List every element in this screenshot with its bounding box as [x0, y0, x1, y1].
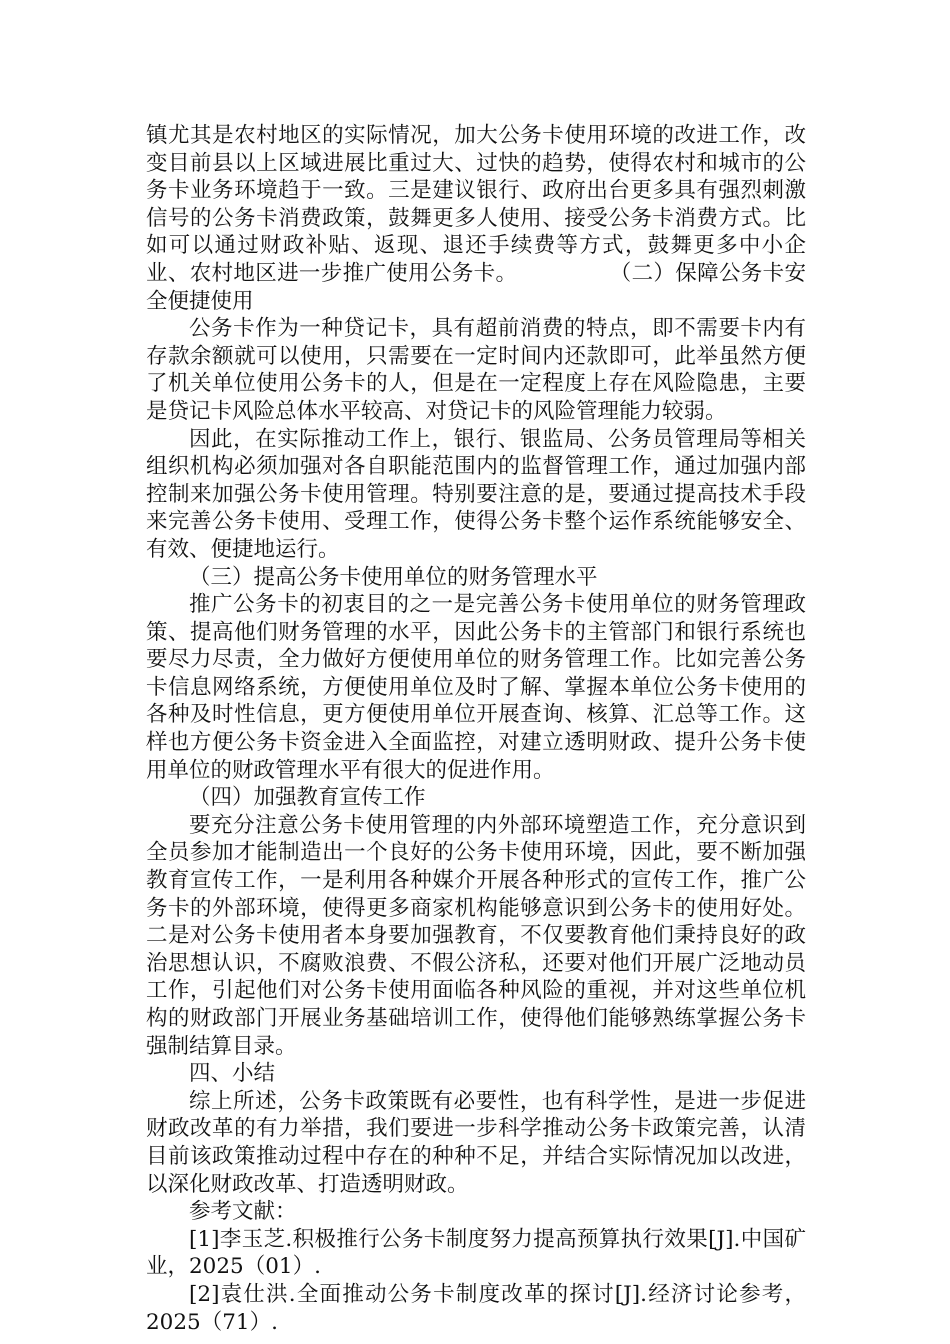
paragraph: 综上所述，公务卡政策既有必要性，也有科学性，是进一步促进财政改革的有力举措，我们要进一步科学推动公务卡政策完善，认清目前该政策推动过程中存在的种种不足，并结合实际情况加以改进，以深化财政改革、打造透明财政。	[146, 1088, 806, 1197]
section-heading: （四）加强教育宣传工作	[189, 785, 426, 811]
section-heading: （二）保障公务卡安全便捷使用	[146, 260, 806, 314]
paragraph-text: 镇尤其是农村地区的实际情况，加大公务卡使用环境的改进工作，改变目前县以上区域进展比重过大、过快的趋势，使得农村和城市的公务卡业务环境趋于一致。三是建议银行、政府出台更多具有强烈刺激信号的公务卡消费政策，鼓舞更多人使用、接受公务卡消费方式。比如可以通过财政补贴、返现、退还手续费等方式，鼓舞更多中小企业、农村地区进一步推广使用公务卡。	[146, 123, 806, 286]
paragraph	[146, 122, 806, 315]
paragraph: 因此，在实际推动工作上，银行、银监局、公务员管理局等相关组织机构必须加强对各自职能范围内的监督管理工作，通过加强内部控制来加强公务卡使用管理。特别要注意的是，要通过提高技术手段来完善公务卡使用、受理工作，使得公务卡整个运作系统能够安全、有效、便捷地运行。	[146, 426, 806, 562]
references-title: 参考文献：	[189, 1199, 297, 1225]
document-body	[146, 122, 806, 1336]
section-heading: （三）提高公务卡使用单位的财务管理水平	[189, 564, 598, 590]
paragraph: 推广公务卡的初衷目的之一是完善公务卡使用单位的财务管理政策、提高他们财务管理的水平，因此公务卡的主管部门和银行系统也要尽力尽责，全力做好方便使用单位的财务管理工作。比如完善公务卡信息网络系统，方便使用单位及时了解、掌握本单位公务卡使用的各种及时性信息，更方便使用单位开展查询、核算、汇总等工作。这样也方便公务卡资金进入全面监控，对建立透明财政、提升公务卡使用单位的财政管理水平有很大的促进作用。	[146, 592, 806, 783]
reference-item: [2]袁仕洪.全面推动公务卡制度改革的探讨[J].经济讨论参考，2025（71）.	[146, 1281, 806, 1335]
paragraph: 公务卡作为一种贷记卡，具有超前消费的特点，即不需要卡内有存款余额就可以使用，只需要在一定时间内还款即可，此举虽然方便了机关单位使用公务卡的人，但是在一定程度上存在风险隐患，主要是贷记卡风险总体水平较高、对贷记卡的风险管理能力较弱。	[146, 316, 806, 424]
section-title: 四、小结	[189, 1061, 276, 1087]
paragraph: 要充分注意公务卡使用管理的内外部环境塑造工作，充分意识到全员参加才能制造出一个良好的公务卡使用环境，因此，要不断加强教育宣传工作，一是利用各种媒介开展各种形式的宣传工作，推广公务卡的外部环境，使得更多商家机构能够意识到公务卡的使用好处。二是对公务卡使用者本身要加强教育，不仅要教育他们秉持良好的政治思想认识，不腐败浪费、不假公济私，还要对他们开展广泛地动员工作，引起他们对公务卡使用面临各种风险的重视，并对这些单位机构的财政部门开展业务基础培训工作，使得他们能够熟练掌握公务卡强制结算目录。	[146, 812, 806, 1059]
reference-item: [1]李玉芝.积极推行公务卡制度努力提高预算执行效果[J].中国矿业，2025（01）.	[146, 1226, 806, 1280]
